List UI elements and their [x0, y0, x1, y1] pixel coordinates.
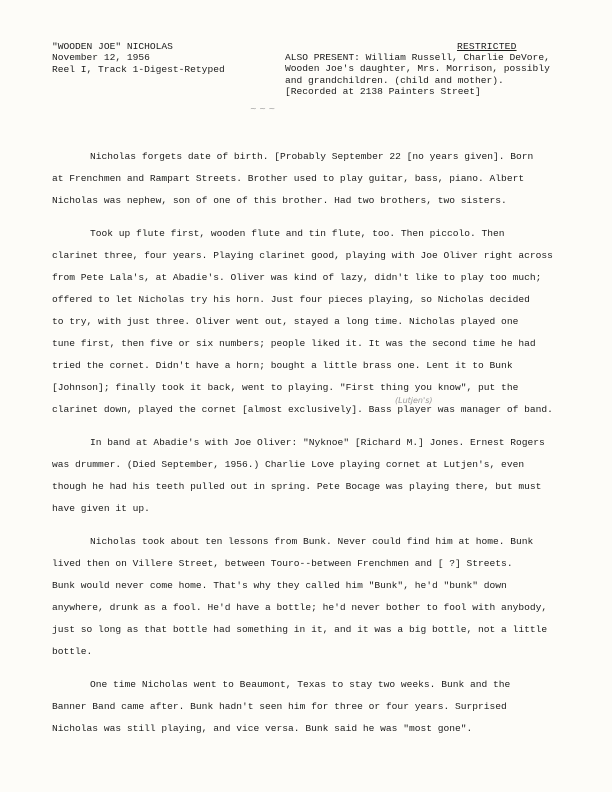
also-present-line: Wooden Joe's daughter, Mrs. Morrison, possibly — [285, 63, 550, 75]
handwritten-annotation: ~ ~ ~ — [250, 104, 276, 113]
reel-track-label: Reel I, Track 1-Digest-Retyped — [52, 63, 225, 75]
paragraph-line: Nicholas took about ten lessons from Bunk. Never could find him at home. Bunk — [90, 536, 534, 547]
paragraph-line: Nicholas was nephew, son of one of this brother. Had two brothers, two sisters. — [52, 195, 507, 206]
transcript-paragraph — [52, 674, 572, 740]
interview-date: November 12, 1956 — [52, 52, 150, 64]
transcript-paragraph — [52, 432, 572, 520]
paragraph-line: In band at Abadie's with Joe Oliver: "Nyknoe" [Richard M.] Jones. Ernest Rogers — [90, 437, 545, 448]
paragraph-line: bottle. — [52, 646, 93, 657]
transcript-body — [52, 146, 572, 751]
also-present-line: ALSO PRESENT: William Russell, Charlie DeVore, — [285, 52, 550, 63]
paragraph-line: was drummer. (Died September, 1956.) Charlie Love playing cornet at Lutjen's, even — [52, 459, 525, 470]
paragraph-line: to try, with just three. Oliver went out, stayed a long time. Nicholas played one — [52, 316, 519, 327]
interview-header — [52, 41, 225, 75]
paragraph-line: Took up flute first, wooden flute and tin flute, too. Then piccolo. Then — [90, 228, 505, 239]
transcript-paragraph — [52, 223, 572, 421]
paragraph-line: Nicholas forgets date of birth. [Probably September 22 [no years given]. Born — [90, 151, 534, 162]
paragraph-line: from Pete Lala's, at Abadie's. Oliver was kind of lazy, didn't like to play too much; — [52, 272, 542, 283]
also-present-line: and grandchildren. (child and mother). — [285, 74, 504, 86]
interviewee-name: "WOODEN JOE" NICHOLAS — [52, 41, 173, 52]
recording-location: [Recorded at 2138 Painters Street] — [285, 86, 481, 98]
paragraph-line: tried the cornet. Didn't have a horn; bought a little brass one. Lent it to Bunk — [52, 360, 513, 371]
paragraph-line: just so long as that bottle had something in it, and it was a big bottle, not a little — [52, 624, 548, 635]
transcript-paragraph — [52, 531, 572, 663]
paragraph-line: Nicholas was still playing, and vice versa. Bunk said he was "most gone". — [52, 723, 473, 734]
paragraph-line: Banner Band came after. Bunk hadn't seen him for three or four years. Surprised — [52, 701, 507, 712]
paragraph-line: lived then on Villere Street, between Touro--between Frenchmen and [ ?] Streets. — [52, 558, 513, 569]
paragraph-line: Bunk would never come home. That's why they called him "Bunk", he'd "bunk" down — [52, 580, 507, 591]
paragraph-line: [Johnson]; finally took it back, went to playing. "First thing you know", put the — [52, 382, 519, 393]
handwritten-annotation: (Lutjen's) — [395, 396, 433, 405]
paragraph-line: though he had his teeth pulled out in spring. Pete Bocage was playing there, but must — [52, 481, 542, 492]
paragraph-line: offered to let Nicholas try his horn. Just four pieces playing, so Nicholas decided — [52, 294, 530, 305]
paragraph-line: at Frenchmen and Rampart Streets. Brother used to play guitar, bass, piano. Albert — [52, 173, 525, 184]
also-present-block — [285, 52, 550, 98]
paragraph-line: clarinet down, played the cornet [almost exclusively]. Bass player was manager of band. — [52, 404, 553, 415]
paragraph-line: clarinet three, four years. Playing clarinet good, playing with Joe Oliver right across — [52, 250, 553, 261]
paragraph-line: anywhere, drunk as a fool. He'd have a bottle; he'd never bother to fool with anybody, — [52, 602, 548, 613]
paragraph-line: have given it up. — [52, 503, 150, 514]
paragraph-line: tune first, then five or six numbers; people liked it. It was the second time he had — [52, 338, 536, 349]
restricted-stamp: RESTRICTED — [457, 41, 517, 52]
paragraph-line: One time Nicholas went to Beaumont, Texas to stay two weeks. Bunk and the — [90, 679, 511, 690]
transcript-paragraph — [52, 146, 572, 212]
